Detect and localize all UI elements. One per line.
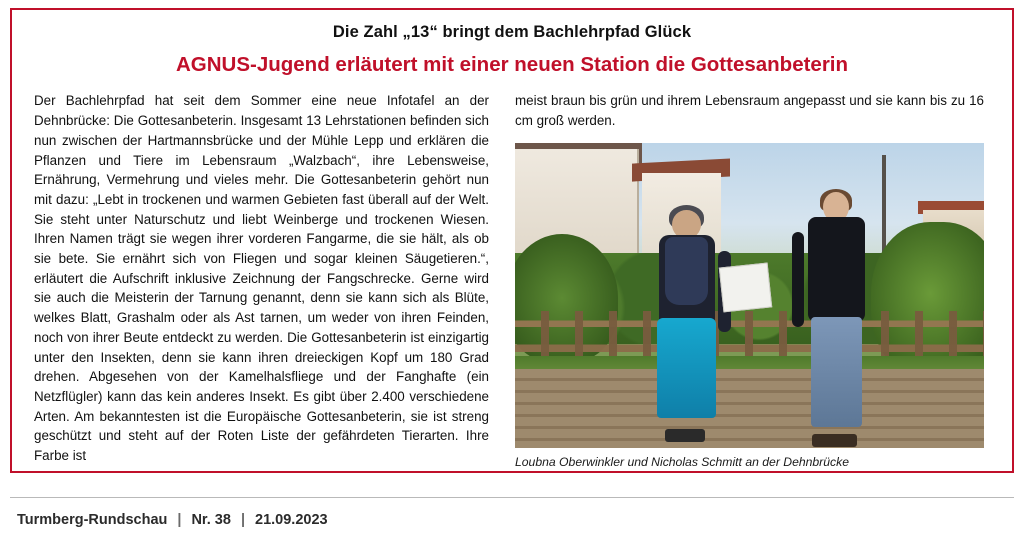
photo-caption: Loubna Oberwinkler und Nicholas Schmitt an der Dehnbrücke — [515, 454, 849, 469]
article-photo-block — [515, 143, 984, 471]
article-columns — [34, 91, 990, 470]
photo-man-shirt — [808, 217, 865, 322]
footer-divider — [10, 497, 1014, 498]
article-body-right: meist braun bis grün und ihrem Lebensraum angepasst und sie kann bis zu 16 cm groß werden. — [515, 93, 984, 129]
footer-publication: Turmberg-Rundschau — [17, 512, 168, 528]
photo-man-jeans — [811, 317, 862, 427]
photo-woman-scarf — [665, 237, 708, 305]
photo-person-man — [796, 192, 876, 442]
footer-date: 21.09.2023 — [255, 512, 328, 528]
footer — [12, 512, 333, 528]
article-body-left: Der Bachlehrpfad hat seit dem Sommer eine neue Infotafel an der Dehnbrücke: Die Gottesanbeterin. Insgesamt 13 Lehrstationen befinden sich nun zwischen der Hartmannsbrücke und der Mühle Lepp und erklären die Pflanzen und Tiere im Lebensraum „Walzbach“, ihre Lebensweise, Ernährung, Vermehrung und vieles mehr. Die Gottesanbeterin gehört nun mit dazu: „Lebt in trockenen und warmen Gebieten fast überall auf der Welt. Sie steht unter Naturschutz und liebt Weinberge und trockenen Wiesen. Ihren Namen trägt sie wegen ihrer vorderen Fangarme, die sie hält, als ob sie bete. Sie ernährt sich von Fliegen und sogar kleinen Säugetieren.“, erläutert die Aufschrift inklusive Zeichnung der Fangschrecke. Gerne wird sie auch die Meisterin der Tarnung genannt, denn sie kann sich als Blüte, welkes Blatt, Grashalm oder als Ast tarnen, um weder von ihren Feinden, noch von ihrer Beute entdeckt zu werden. Die Gottesanbeterin ist einzigartig unter den Insekten, denn sie kann ihren dreieckigen Kopf um 180 Grad drehen. Abgesehen von der Kamelhalsfliege und der Fanghafte (ein Netzflügler) kann das kein anderes Insekt. Es gibt über 2.400 verschiedene Arten. Am bekanntesten ist die Europäische Gottesanbeterin, sie ist streng geschützt und steht auf der Roten Liste der gefährdeten Tierarten. Ihre Farbe ist — [34, 93, 489, 464]
photo-man-shoes — [812, 434, 857, 447]
article-column-left — [34, 91, 489, 470]
photo-woman-shoes — [665, 429, 705, 443]
footer-issue: Nr. 38 — [191, 512, 231, 528]
photo-two-people-at-bridge — [515, 143, 984, 448]
photo-person-woman — [646, 210, 726, 436]
article-headline: AGNUS-Jugend erläutert mit einer neuen Station die Gottesanbeterin — [175, 52, 849, 76]
footer-separator-1: | — [177, 512, 182, 528]
footer-separator-2: | — [240, 512, 245, 528]
photo-wooden-deck — [515, 369, 984, 448]
photo-man-arm — [792, 232, 805, 327]
article-kicker: Die Zahl „13“ bringt dem Bachlehrpfad Glück — [332, 23, 692, 41]
article-column-right — [515, 91, 984, 470]
photo-held-paper — [719, 262, 772, 312]
article-frame — [10, 8, 1014, 473]
photo-woman-skirt — [657, 318, 716, 417]
